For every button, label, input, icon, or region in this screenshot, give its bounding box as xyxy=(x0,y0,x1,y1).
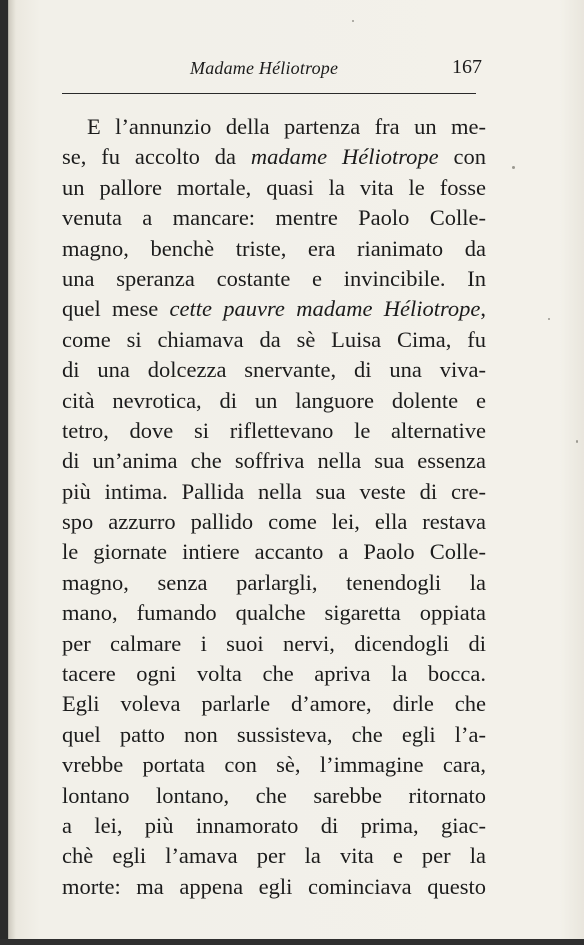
body-text xyxy=(62,112,486,902)
text-line: vrebbe portata con sè, l’immagine cara, xyxy=(62,752,486,778)
header-rule xyxy=(62,93,476,94)
paper-speck xyxy=(576,440,578,443)
text-line: morte: ma appena egli cominciava questo xyxy=(62,873,486,899)
paper-speck xyxy=(512,166,515,169)
text-line: tetro, dove si riflettevano le alternative xyxy=(62,417,486,443)
text-line: a lei, più innamorato di prima, giac- xyxy=(62,812,486,838)
running-head xyxy=(62,56,482,82)
text-line: Egli voleva parlarle d’amore, dirle che xyxy=(62,691,486,717)
running-head-title: Madame Héliotrope xyxy=(190,58,339,78)
text-line: venuta a mancare: mentre Paolo Colle- xyxy=(62,205,486,231)
text-line: cità nevrotica, di un languore dolente e xyxy=(62,387,486,413)
text-line: le giornate intiere accanto a Paolo Colle- xyxy=(62,539,486,565)
text-line: di una dolcezza snervante, di una viva- xyxy=(62,357,486,383)
text-line: quel patto non sussisteva, che egli l’a- xyxy=(62,721,486,747)
text-line: chè egli l’amava per la vita e per la xyxy=(62,843,486,869)
text-line: più intima. Pallida nella sua veste di cre- xyxy=(62,478,486,504)
text-line: per calmare i suoi nervi, dicendogli di xyxy=(62,630,486,656)
text-line: una speranza costante e invincibile. In xyxy=(62,265,486,291)
text-line: se, fu accolto da madame Héliotrope con xyxy=(62,144,486,170)
text-line: quel mese cette pauvre madame Héliotrope, xyxy=(62,296,486,322)
text-line: un pallore mortale, quasi la vita le fosse xyxy=(62,174,486,200)
page-bottom-edge xyxy=(0,939,584,945)
text-line: magno, benchè triste, era rianimato da xyxy=(62,235,486,261)
text-line: E l’annunzio della partenza fra un me- xyxy=(87,114,486,139)
text-line: magno, senza parlargli, tenendogli la xyxy=(62,569,486,595)
text-line: di un’anima che soffriva nella sua essenza xyxy=(62,448,486,474)
text-line: spo azzurro pallido come lei, ella restava xyxy=(62,509,486,535)
text-line: tacere ogni volta che apriva la bocca. xyxy=(62,661,486,687)
page-number: 167 xyxy=(452,56,482,78)
text-line: lontano lontano, che sarebbe ritornato xyxy=(62,782,486,808)
paper-speck xyxy=(548,318,550,320)
text-line: come si chiamava da sè Luisa Cima, fu xyxy=(62,326,486,352)
book-spine-edge xyxy=(0,0,8,945)
text-line: mano, fumando qualche sigaretta oppiata xyxy=(62,600,486,626)
paper-speck xyxy=(352,20,354,22)
